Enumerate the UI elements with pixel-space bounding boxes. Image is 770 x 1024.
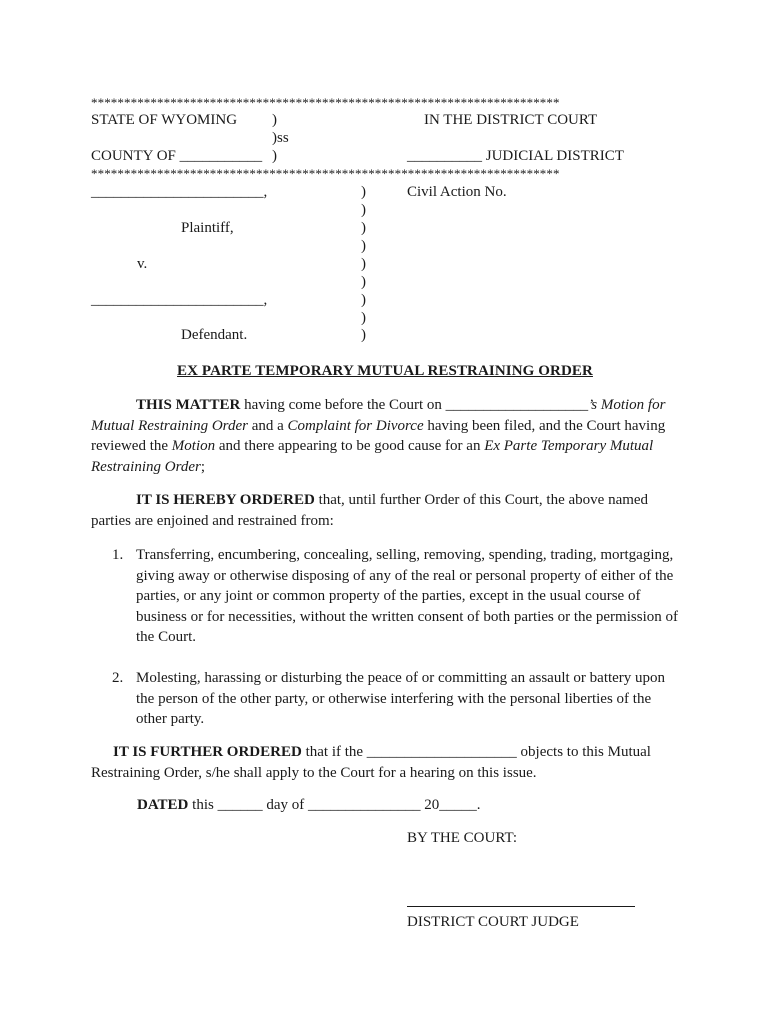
ordered-lead: IT IS HEREBY ORDERED xyxy=(136,492,315,508)
party-paren: ) xyxy=(361,256,366,272)
intro-lead: THIS MATTER xyxy=(136,397,241,413)
intro-text: and a xyxy=(247,417,288,434)
court-label: IN THE DISTRICT COURT xyxy=(424,112,598,128)
item-text: Transferring, encumbering, concealing, selling, removing, spending, trading, mortgaging, giving away or otherwise disposing of any of the real or personal property of either of the parties, or any joint or common property of the parties, except in the usual course of business or for necessities, without the written consent of both parties or the permission of the Court. xyxy=(136,547,678,645)
defendant-blank: _______________________, xyxy=(91,292,268,308)
intro-text: ; xyxy=(200,458,206,475)
item-number: 2. xyxy=(112,670,124,686)
versus-label: v. xyxy=(137,256,148,272)
caption-top-rule: *********************************************************************** xyxy=(91,96,560,109)
state-label: STATE OF WYOMING xyxy=(91,112,238,128)
list-item xyxy=(112,545,682,648)
further-lead: IT IS FURTHER ORDERED xyxy=(113,744,302,760)
order-title: EX PARTE TEMPORARY MUTUAL RESTRAINING ORDER xyxy=(177,363,593,379)
county-label: COUNTY OF ___________ xyxy=(91,148,263,164)
further-paragraph xyxy=(91,742,681,783)
intro-text: having been filed, and the Court having reviewed the xyxy=(91,417,666,454)
ss-mark: )ss xyxy=(272,130,289,146)
by-the-court-label: BY THE COURT: xyxy=(407,830,518,846)
judge-label: DISTRICT COURT JUDGE xyxy=(407,914,579,930)
motion-title: ’s Motion for Mutual Restraining Order xyxy=(91,397,666,434)
dated-lead: DATED xyxy=(137,797,189,813)
party-paren: ) xyxy=(361,292,366,308)
defendant-label: Defendant. xyxy=(181,327,248,343)
party-paren: ) xyxy=(361,274,366,290)
party-paren: ) xyxy=(361,327,366,343)
ordered-text: that, until further Order of this Court, the above named parties are enjoined and restrained from: xyxy=(91,492,649,529)
intro-text: and there appearing to be good cause for an xyxy=(215,438,485,454)
item-text: Molesting, harassing or disturbing the peace of or committing an assault or battery upon the person of the other party, or otherwise interfering with the personal liberties of the other party. xyxy=(136,670,666,727)
item-number: 1. xyxy=(112,547,124,563)
intro-paragraph xyxy=(91,395,681,477)
further-text: that if the ____________________ objects to this Mutual Restraining Order, s/he shall apply to the Court for a hearing on this issue. xyxy=(91,744,651,781)
complaint-title: Complaint for Divorce xyxy=(287,417,424,434)
restraint-list xyxy=(112,668,682,730)
order-name: Ex Parte Temporary Mutual Restraining Order xyxy=(91,438,654,475)
party-paren: ) xyxy=(361,310,366,326)
civil-action-label: Civil Action No. xyxy=(407,184,507,200)
party-paren: ) xyxy=(361,220,366,236)
list-item xyxy=(112,668,682,730)
ordered-paragraph xyxy=(91,490,681,531)
dated-text: this ______ day of _______________ 20_____. xyxy=(188,797,481,813)
district-label: __________ JUDICIAL DISTRICT xyxy=(407,148,624,164)
dated-line xyxy=(137,797,480,814)
caption-bottom-rule: *********************************************************************** xyxy=(91,167,560,180)
signature-line xyxy=(407,906,635,907)
intro-text: having come before the Court on ___________________ xyxy=(240,397,589,413)
plaintiff-blank: _______________________, xyxy=(91,184,268,200)
motion-word: Motion xyxy=(171,438,216,454)
party-paren: ) xyxy=(361,184,366,200)
party-paren: ) xyxy=(361,238,366,254)
restraint-list xyxy=(112,545,682,648)
plaintiff-label: Plaintiff, xyxy=(181,220,234,236)
party-paren: ) xyxy=(361,202,366,218)
caption-paren: ) xyxy=(272,148,277,164)
caption-paren: ) xyxy=(272,112,277,128)
